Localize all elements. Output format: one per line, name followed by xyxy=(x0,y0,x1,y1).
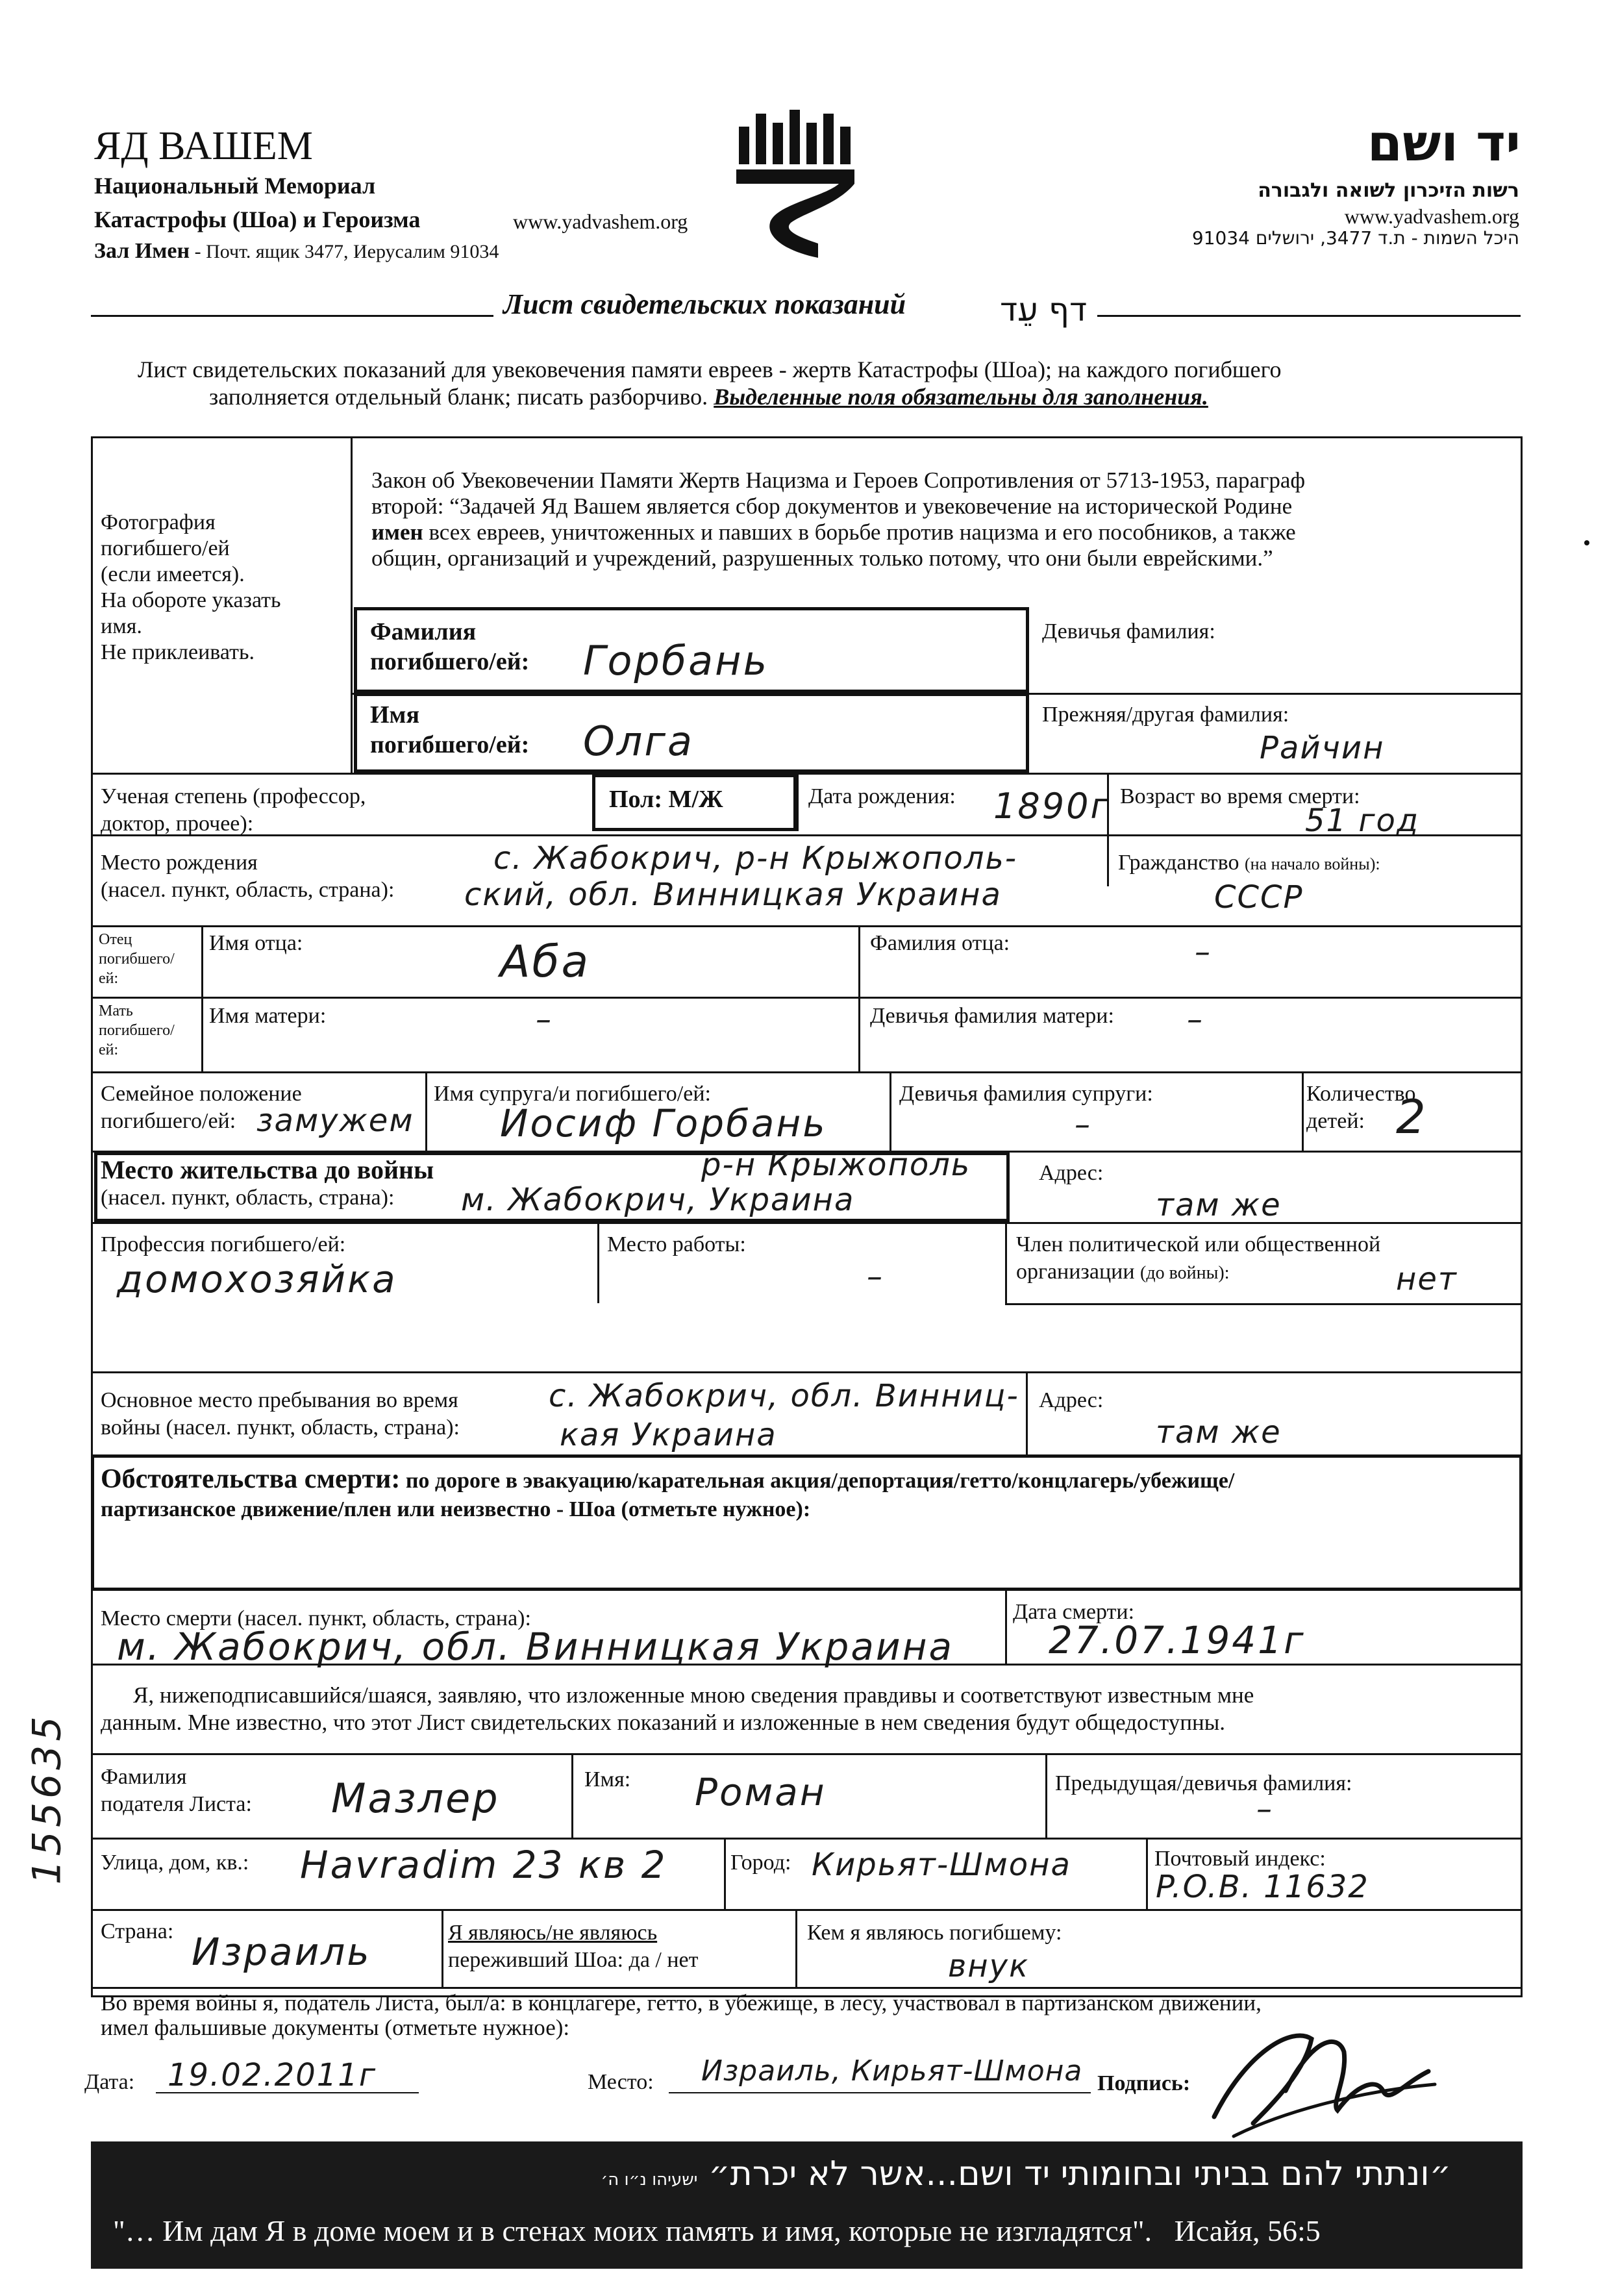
form-title xyxy=(503,288,906,320)
intro-mandatory-note: Выделенные поля обязательны для заполнения. xyxy=(714,384,1208,410)
form-title-he: דף עֵד xyxy=(1000,291,1088,329)
zip-value: P.O.B. 11632 xyxy=(1156,1869,1369,1905)
intro-line-2 xyxy=(209,383,1208,410)
wartime-place-value-2: кая Украина xyxy=(560,1417,777,1453)
circumstances-options-1: по дороге в эвакуацию/карательная акция/депортация/гетто/концлагерь/убежище/ xyxy=(400,1469,1235,1493)
prev-surname-value: Райчин xyxy=(1260,730,1385,766)
photo-line-3: (если имеется). xyxy=(101,562,245,586)
wartime-place-value-1: с. Жабокрич, обл. Винниц- xyxy=(549,1378,1019,1414)
profession-value: домохозяйка xyxy=(117,1257,397,1301)
mother-name-label: Имя матери: xyxy=(209,1004,327,1028)
footer-hebrew-text: ״ונתתי להם בביתי ובחומותי יד ושם...אשר לא יכרת״ xyxy=(708,2154,1451,2193)
victim-surname-label xyxy=(370,617,529,677)
mother-side-1: Мать xyxy=(99,1003,133,1019)
submitter-prev-label: Предыдущая/девичья фамилия: xyxy=(1055,1771,1352,1795)
spouse-value: Иосиф Горбань xyxy=(500,1101,827,1145)
citizenship-label-text: Гражданство xyxy=(1118,851,1239,875)
wartime-label-1: Основное место пребывания во время xyxy=(101,1388,458,1412)
submitter-surname-label-2: подателя Листа: xyxy=(101,1792,252,1816)
submitter-wartime-line-2: имел фальшивые документы (отметьте нужное): xyxy=(101,2015,570,2040)
law-line-1: Закон об Увековечении Памяти Жертв Нацизма и Героев Сопротивления от 5713-1953, параграф xyxy=(371,468,1306,493)
form-title-ru: Лист свидетельских показаний xyxy=(503,288,906,320)
submitter-wartime-line-1: Во время войны я, податель Листа, был/а: в концлагере, гетто, в убежище, в лесу, участвовал в партизанском движении, xyxy=(101,1990,1262,2015)
hall-address: - Почт. ящик 3477, Иерусалим 91034 xyxy=(190,241,499,262)
father-side-label xyxy=(99,930,175,988)
declaration-line-1: Я, нижеподписавшийся/шаяся, заявляю, что изложенные мною сведения правдивы и соответствуют известным мне xyxy=(133,1682,1254,1708)
declaration-text xyxy=(101,1682,1254,1736)
birthplace-label-2: (насел. пункт, область, страна): xyxy=(101,878,395,902)
circumstances-title: Обстоятельства смерти: xyxy=(101,1464,401,1494)
archive-number: 155635 xyxy=(24,1712,70,1885)
spouse-maiden-label: Девичья фамилия супруги: xyxy=(899,1082,1153,1106)
yad-vashem-logo xyxy=(727,107,870,263)
residence-label-1: Место жительства до войны xyxy=(101,1155,434,1184)
circumstances-line-1 xyxy=(101,1465,1234,1495)
zip-label: Почтовый индекс: xyxy=(1154,1847,1326,1871)
member-label-1: Член политической или общественной xyxy=(1016,1232,1381,1256)
father-name-value: Аба xyxy=(500,936,591,988)
margin-dot xyxy=(1584,540,1589,545)
signature-label: Подпись: xyxy=(1097,2071,1191,2095)
footer-quote-bar xyxy=(91,2141,1523,2269)
birthplace-value-1: с. Жабокрич, р-н Крыжополь- xyxy=(493,840,1018,877)
citizenship-label xyxy=(1118,849,1380,878)
submitter-surname-label xyxy=(101,1764,252,1818)
father-name-label: Имя отца: xyxy=(209,931,303,955)
degree-label-1: Ученая степень (профессор, xyxy=(101,784,366,808)
birthplace-label-1: Место рождения xyxy=(101,851,258,875)
date-label: Дата: xyxy=(84,2070,135,2094)
father-side-2: погибшего/ xyxy=(99,951,175,967)
law-line-3-rest: всех евреев, уничтоженных и павших в борьбе против нацизма и его пособников, а также xyxy=(423,519,1296,545)
dob-value: 1890г xyxy=(993,786,1111,827)
submitter-surname-value: Мазлер xyxy=(331,1775,500,1822)
org-name-ru: ЯД ВАШЕМ xyxy=(94,124,313,168)
signature-mark xyxy=(1208,2013,1441,2143)
victim-name-value: Олга xyxy=(583,718,694,765)
circumstances-options-2: партизанское движение/плен или неизвестно - Шоа (отметьте нужное): xyxy=(101,1497,811,1521)
age-label: Возраст во время смерти: xyxy=(1120,784,1360,808)
submitter-prev-value: – xyxy=(1256,1791,1273,1827)
website-ru[interactable]: www.yadvashem.org xyxy=(513,210,688,233)
mother-name-value: – xyxy=(536,1001,553,1038)
footer-hebrew-ref: ישעיהו נ״ו ה׳ xyxy=(601,2170,698,2190)
citizenship-value: СССР xyxy=(1214,879,1304,916)
profession-label: Профессия погибшего/ей: xyxy=(101,1232,346,1256)
degree-label xyxy=(101,783,366,838)
mother-side-2: погибшего/ xyxy=(99,1022,175,1039)
marital-label-1: Семейное положение xyxy=(101,1082,302,1106)
marital-value: замужем xyxy=(256,1103,414,1139)
residence-value-1: р-н Крыжополь xyxy=(701,1147,971,1183)
children-label-1: Количество xyxy=(1306,1082,1416,1106)
spouse-label: Имя супруга/и погибшего/ей: xyxy=(434,1082,711,1106)
website-he[interactable]: www.yadvashem.org xyxy=(1344,205,1519,228)
workplace-label: Место работы: xyxy=(607,1232,746,1256)
circumstances-text xyxy=(101,1465,1234,1524)
victim-name-label-1: Имя xyxy=(370,701,419,729)
submitter-name-label: Имя: xyxy=(584,1767,631,1791)
declaration-line-2: данным. Мне известно, что этот Лист свидетельских показаний и изложенные в нем сведения будут общедоступны. xyxy=(101,1710,1225,1735)
victim-surname-label-1: Фамилия xyxy=(370,618,477,645)
org-subtitle-1: Национальный Мемориал xyxy=(94,173,376,199)
submitter-name-value: Роман xyxy=(695,1770,827,1814)
residence-value-2: м. Жабокрич, Украина xyxy=(461,1182,855,1218)
citizenship-note: (на начало войны): xyxy=(1244,855,1380,873)
photo-line-2: погибшего/ей xyxy=(101,536,230,560)
photo-line-6: Не приклеивать. xyxy=(101,640,255,664)
sex-label: Пол: М/Ж xyxy=(609,786,723,813)
deathplace-value: м. Жабокрич, обл. Винницкая Украина xyxy=(117,1625,954,1669)
street-label: Улица, дом, кв.: xyxy=(101,1851,249,1875)
dob-label: Дата рождения: xyxy=(808,784,956,808)
law-line-3-bold: имен xyxy=(371,519,423,545)
country-label: Страна: xyxy=(101,1919,174,1943)
relation-label: Кем я являюсь погибшему: xyxy=(807,1921,1062,1945)
birthplace-value-2: ский, обл. Винницкая Украина xyxy=(464,877,1002,913)
marital-label-2: погибшего/ей: xyxy=(101,1109,236,1133)
street-value: Havradim 23 кв 2 xyxy=(300,1843,667,1887)
survivor-label xyxy=(448,1919,699,1974)
place-label: Место: xyxy=(588,2070,654,2094)
children-value: 2 xyxy=(1396,1090,1428,1144)
children-label-2: детей: xyxy=(1306,1109,1365,1133)
maiden-name-label: Девичья фамилия: xyxy=(1042,619,1215,643)
org-subtitle-2: Катастрофы (Шоа) и Героизма xyxy=(94,206,421,232)
org-subtitle-he: רשות הזיכרון לשואה ולגבורה xyxy=(1258,179,1519,202)
father-surname-label: Фамилия отца: xyxy=(870,931,1010,955)
photo-line-1: Фотография xyxy=(101,510,216,534)
victim-name-label-2: погибшего/ей: xyxy=(370,731,530,758)
photo-line-5: имя. xyxy=(101,614,142,638)
father-surname-value: – xyxy=(1195,934,1212,970)
relation-value: внук xyxy=(948,1948,1030,1984)
member-note: (до войны): xyxy=(1140,1263,1230,1283)
birthplace-label xyxy=(101,849,394,904)
date-value: 19.02.2011г xyxy=(168,2057,377,2093)
residence-label-2: (насел. пункт, область, страна): xyxy=(101,1186,395,1210)
victim-name-label xyxy=(370,700,529,760)
deathdate-value: 27.07.1941г xyxy=(1049,1618,1306,1662)
mother-maiden-value: – xyxy=(1187,1001,1204,1038)
residence-address-label: Адрес: xyxy=(1039,1161,1104,1185)
law-text xyxy=(371,468,1305,571)
mother-side-label xyxy=(99,1001,175,1060)
survivor-line-2: переживший Шоа: да / нет xyxy=(448,1948,699,1972)
spouse-maiden-value: – xyxy=(1075,1106,1091,1143)
wartime-place-label xyxy=(101,1387,460,1441)
residence-address-value: там же xyxy=(1156,1187,1282,1223)
wartime-address-value: там же xyxy=(1156,1414,1282,1451)
prev-surname-label: Прежняя/другая фамилия: xyxy=(1042,703,1289,727)
wartime-address-label: Адрес: xyxy=(1039,1388,1104,1412)
deathplace-label: Место смерти (насел. пункт, область, страна): xyxy=(101,1606,531,1630)
submitter-wartime-text xyxy=(101,1991,1262,2040)
footer-hebrew-quote xyxy=(601,2153,1452,2201)
deathdate-label: Дата смерти: xyxy=(1013,1600,1135,1624)
age-value: 51 год xyxy=(1305,803,1420,839)
degree-label-2: доктор, прочее): xyxy=(101,812,254,836)
place-value: Израиль, Кирьят-Шмона xyxy=(701,2054,1083,2088)
survivor-line-1: Я являюсь/не являюсь xyxy=(448,1921,658,1945)
hall-he: היכל השמות - ת.ד 3477, ירושלים 91034 xyxy=(1191,227,1519,249)
mother-side-3: ей: xyxy=(99,1042,119,1058)
law-line-4: общин, организаций и учреждений, разрушенных только потому, что они были еврейскими.” xyxy=(371,545,1273,571)
wartime-label-2: войны (насел. пункт, область, страна): xyxy=(101,1416,460,1440)
intro-line-2-start: заполняется отдельный бланк; писать разборчиво. xyxy=(209,384,714,410)
victim-surname-label-2: погибшего/ей: xyxy=(370,648,530,675)
hall-line xyxy=(94,238,499,266)
residence-label xyxy=(101,1156,434,1212)
org-name-he: יד ושם xyxy=(1367,114,1521,173)
footer-russian-text: "… Им дам Я в доме моем и в стенах моих память и имя, которые не изгладятся". xyxy=(113,2214,1152,2247)
member-label-2: организации xyxy=(1016,1260,1135,1284)
member-label-2-line xyxy=(1016,1258,1380,1287)
law-line-2: второй: “Задачей Яд Вашем является сбор документов и увековечение на исторической Родине xyxy=(371,493,1293,519)
city-label: Город: xyxy=(730,1851,791,1875)
footer-russian-ref: Исайя, 56:5 xyxy=(1174,2214,1321,2247)
father-side-3: ей: xyxy=(99,970,119,987)
member-value: нет xyxy=(1396,1261,1458,1297)
country-value: Израиль xyxy=(192,1930,371,1974)
photo-line-4: На обороте указать xyxy=(101,588,281,612)
hall-name: Зал Имен xyxy=(94,239,190,263)
workplace-value: – xyxy=(867,1258,884,1295)
father-side-1: Отец xyxy=(99,931,132,948)
photo-instructions xyxy=(101,510,281,666)
victim-surname-value: Горбань xyxy=(583,637,769,684)
city-value: Кирьят-Шмона xyxy=(812,1847,1071,1883)
member-label xyxy=(1016,1231,1380,1287)
intro-line-1: Лист свидетельских показаний для увековечения памяти евреев - жертв Катастрофы (Шоа); на каждого погибшего xyxy=(138,356,1282,382)
submitter-surname-label-1: Фамилия xyxy=(101,1765,187,1789)
law-line-3 xyxy=(371,519,1305,545)
footer-russian-quote xyxy=(113,2213,1321,2249)
mother-maiden-label: Девичья фамилия матери: xyxy=(870,1004,1114,1028)
